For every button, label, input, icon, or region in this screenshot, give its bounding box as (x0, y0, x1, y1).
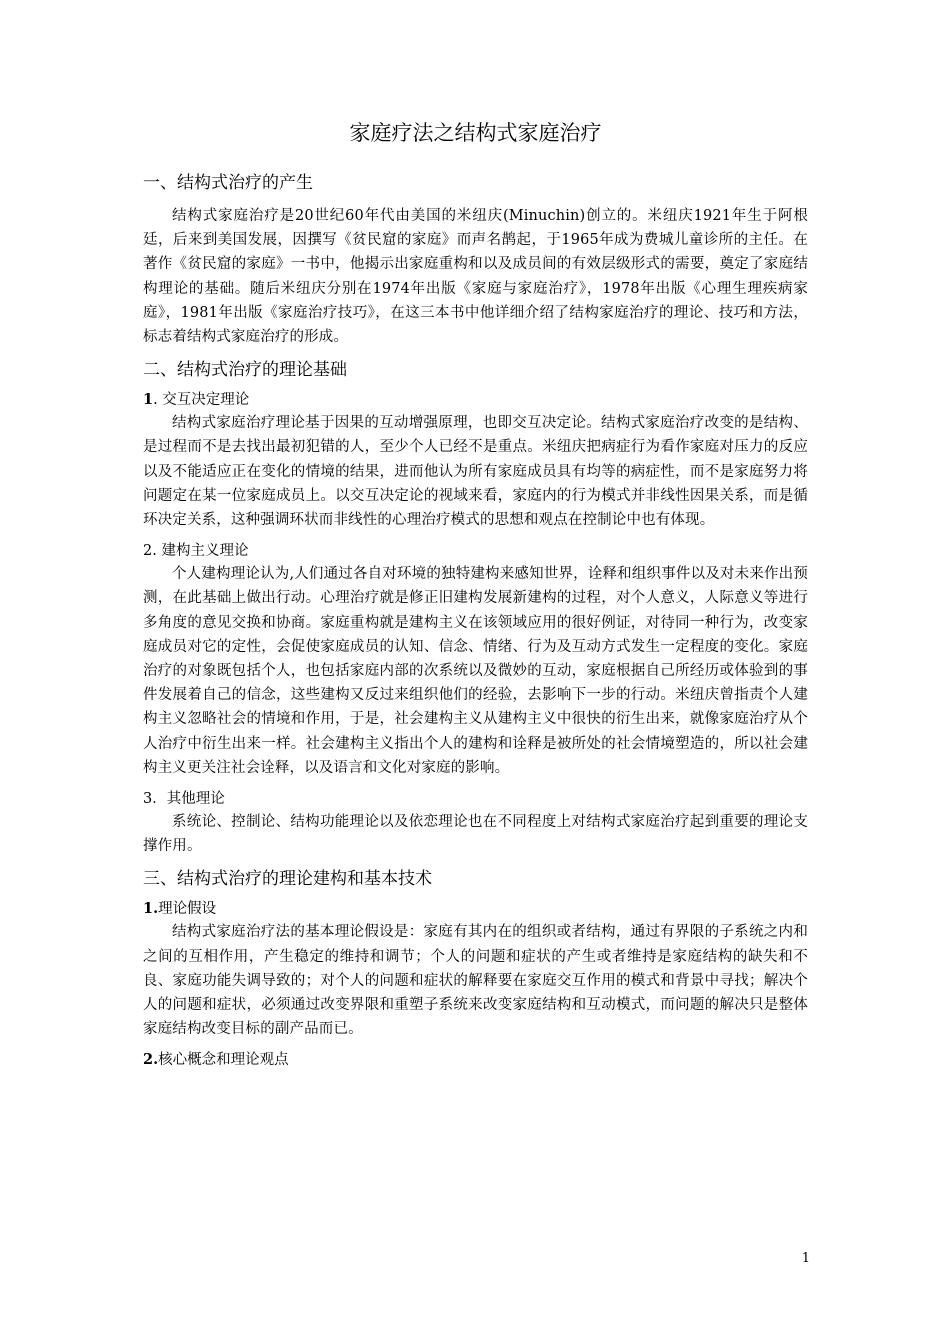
subsection-heading (143, 898, 808, 920)
subsection-title: 理论假设 (158, 901, 217, 918)
section-origin (143, 170, 808, 349)
subsection-heading: 3．其他理论 (143, 791, 225, 808)
subsection-number: 1. (143, 900, 159, 918)
section-heading: 三、结构式治疗的理论建构和基本技术 (143, 869, 432, 890)
subsection-heading (143, 389, 808, 411)
subsection-title: . 交互决定理论 (153, 392, 250, 409)
section-heading: 一、结构式治疗的产生 (143, 173, 313, 193)
paragraph: 个人建构理论认为,人们通过各自对环境的独特建构来感知世界，诠释和组织事件以及对未来作出预测，在此基础上做出行动。心理治疗就是修正旧建构发展新建构的过程，对个人意义，人际意义等进行多角度的意见交换和协商。家庭重构就是建构主义在该领域应用的很好例证，对待同一种行为，改变家庭成员对它的定性，会促使家庭成员的认知、信念、情绪、行为及互动方式发生一定程度的变化。家庭治疗的对象既包括个人，也包括家庭内部的次系统以及微妙的互动，家庭根据自己所经历或体验到的事件发展着自己的信念，这些建构又反过来组织他们的经验，去影响下一步的行动。米纽庆曾指责个人建构主义忽略社会的情境和作用，于是，社会建构主义从建构主义中很快的衍生出来，就像家庭治疗从个人治疗中衍生出来一样。社会建构主义指出个人的建构和诠释是被所处的社会情境塑造的，所以社会建构主义更关注社会诠释，以及语言和文化对家庭的影响。 (143, 566, 808, 776)
subsection-number: 1 (143, 391, 154, 409)
section-heading: 二、结构式治疗的理论基础 (143, 360, 347, 381)
paragraph: 结构式家庭治疗法的基本理论假设是：家庭有其内在的组织或者结构，通过有界限的子系统之内和之间的互相作用，产生稳定的维持和调节；个人的问题和症状的产生或者维持是家庭结构的缺失和不良、家庭功能失调导致的；对个人的问题和症状的解释要在家庭交互作用的模式和背景中寻找；解决个人的问题和症状，必须通过改变界限和重塑子系统来改变家庭结构和互动模式，而问题的解决只是整体家庭结构改变目标的副产品而已。 (143, 924, 808, 1038)
section-theory-basis (143, 357, 808, 858)
paragraph: 系统论、控制论、结构功能理论以及依恋理论也在不同程度上对结构式家庭治疗起到重要的理论支撑作用。 (143, 814, 808, 855)
paragraph: 结构式家庭治疗理论基于因果的互动增强原理，也即交互决定论。结构式家庭治疗改变的是结构、是过程而不是去找出最初犯错的人，至少个人已经不是重点。米纽庆把病症行为看作家庭对压力的反应以及不能适应正在变化的情境的结果，进而他认为所有家庭成员具有均等的病症性，而不是家庭努力将问题定在某一位家庭成员上。以交互决定论的视域来看，家庭内的行为模式并非线性因果关系，而是循环决定关系，这种强调环状而非线性的心理治疗模式的思想和观点在控制论中也有体现。 (143, 415, 808, 529)
paragraph: 结构式家庭治疗是20世纪60年代由美国的米纽庆(Minuchin)创立的。米纽庆1921年生于阿根廷，后来到美国发展，因撰写《贫民窟的家庭》而声名鹊起，于1965年成为费城儿童诊所的主任。在著作《贫民窟的家庭》一书中，他揭示出家庭重构和以及成员间的有效层级形式的需要，奠定了家庭结构理论的基础。随后米纽庆分别在1974年出版《家庭与家庭治疗》，1978年出版《心理生理疾病家庭》，1981年出版《家庭治疗技巧》，在这三本书中他详细介绍了结构家庭治疗的理论、技巧和方法，标志着结构式家庭治疗的形成。 (143, 208, 808, 346)
document-title: 家庭疗法之结构式家庭治疗 (349, 121, 602, 145)
subsection-number: 2. (143, 1051, 159, 1069)
document-page (143, 118, 808, 1071)
subsection-title: 核心概念和理论观点 (158, 1052, 289, 1069)
subsection-heading: 2. 建构主义理论 (143, 543, 249, 560)
section-construction-techniques (143, 866, 808, 1071)
subsection-heading (143, 1049, 808, 1071)
page-number: 1 (801, 1251, 810, 1266)
